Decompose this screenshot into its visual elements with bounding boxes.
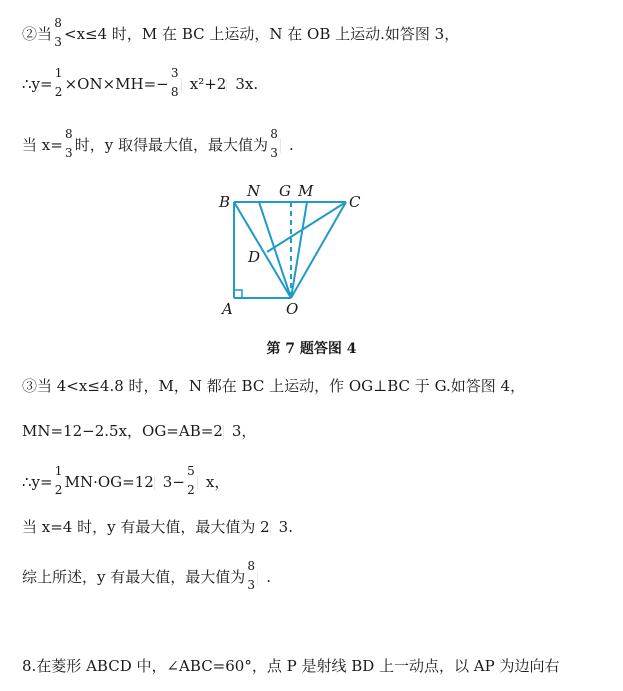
fraction: 8 3: [64, 127, 73, 160]
case2-line2: ∴y= 1 2 ×ON×MH=− 3 8 x²+2 3x.: [22, 66, 259, 99]
sqrt-placeholder: [280, 139, 289, 153]
geometry-figure: [0, 180, 623, 330]
label-B: B: [219, 193, 231, 211]
case3-line3: ∴y= 1 2 MN·OG=12 3− 5 2 x，: [22, 464, 230, 497]
right-angle-mark: [234, 290, 242, 298]
segment-NO: [259, 202, 291, 298]
text: <x≤4 时，M 在 BC 上运动，N 在 OB 上运动.如答图 3，: [64, 25, 460, 43]
fraction: 1 2: [54, 66, 63, 99]
summary-line: 综上所述，y 有最大值，最大值为 8 3 .: [22, 559, 272, 592]
case3-line1: ③当 4<x≤4.8 时，M，N 都在 BC 上运动，作 OG⊥BC 于 G.如答图 4，: [22, 377, 526, 395]
fraction: 1 2: [54, 464, 63, 497]
problem8-text: 8.在菱形 ABCD 中，∠ABC=60°，点 P 是射线 BD 上一动点，以 AP 为边向右: [22, 657, 560, 675]
case2-line1: [22, 16, 460, 49]
label-A: A: [222, 300, 233, 318]
fraction: 3 8: [170, 66, 179, 99]
label-G: G: [279, 182, 291, 200]
segment-BO: [234, 202, 291, 298]
sqrt-placeholder: [257, 571, 266, 585]
label-D: D: [248, 248, 261, 266]
sqrt-placeholder: [181, 78, 190, 92]
label-N: N: [247, 182, 261, 200]
fraction: 8 3: [247, 559, 256, 592]
label-O: O: [286, 300, 299, 318]
fraction: 8 3: [270, 127, 278, 160]
text: ②当: [22, 25, 53, 43]
label-C: C: [349, 193, 361, 211]
sqrt-placeholder: [270, 521, 279, 535]
sqrt-placeholder: [197, 476, 206, 490]
case3-line4: 当 x=4 时，y 有最大值，最大值为 2 3.: [22, 518, 293, 536]
case2-line3: 当 x= 8 3 时，y 取得最大值，最大值为 8 3 .: [22, 127, 294, 160]
case3-line2: MN=12−2.5x，OG=AB=2 3，: [22, 422, 257, 440]
sqrt-placeholder: [223, 425, 232, 439]
label-M: M: [298, 182, 314, 200]
sqrt-placeholder: [154, 476, 163, 490]
sqrt-placeholder: [226, 78, 235, 92]
fraction: 5 2: [187, 464, 195, 497]
fraction: 8 3: [54, 16, 62, 49]
figure-caption: 第 7 题答图 4: [266, 341, 357, 357]
